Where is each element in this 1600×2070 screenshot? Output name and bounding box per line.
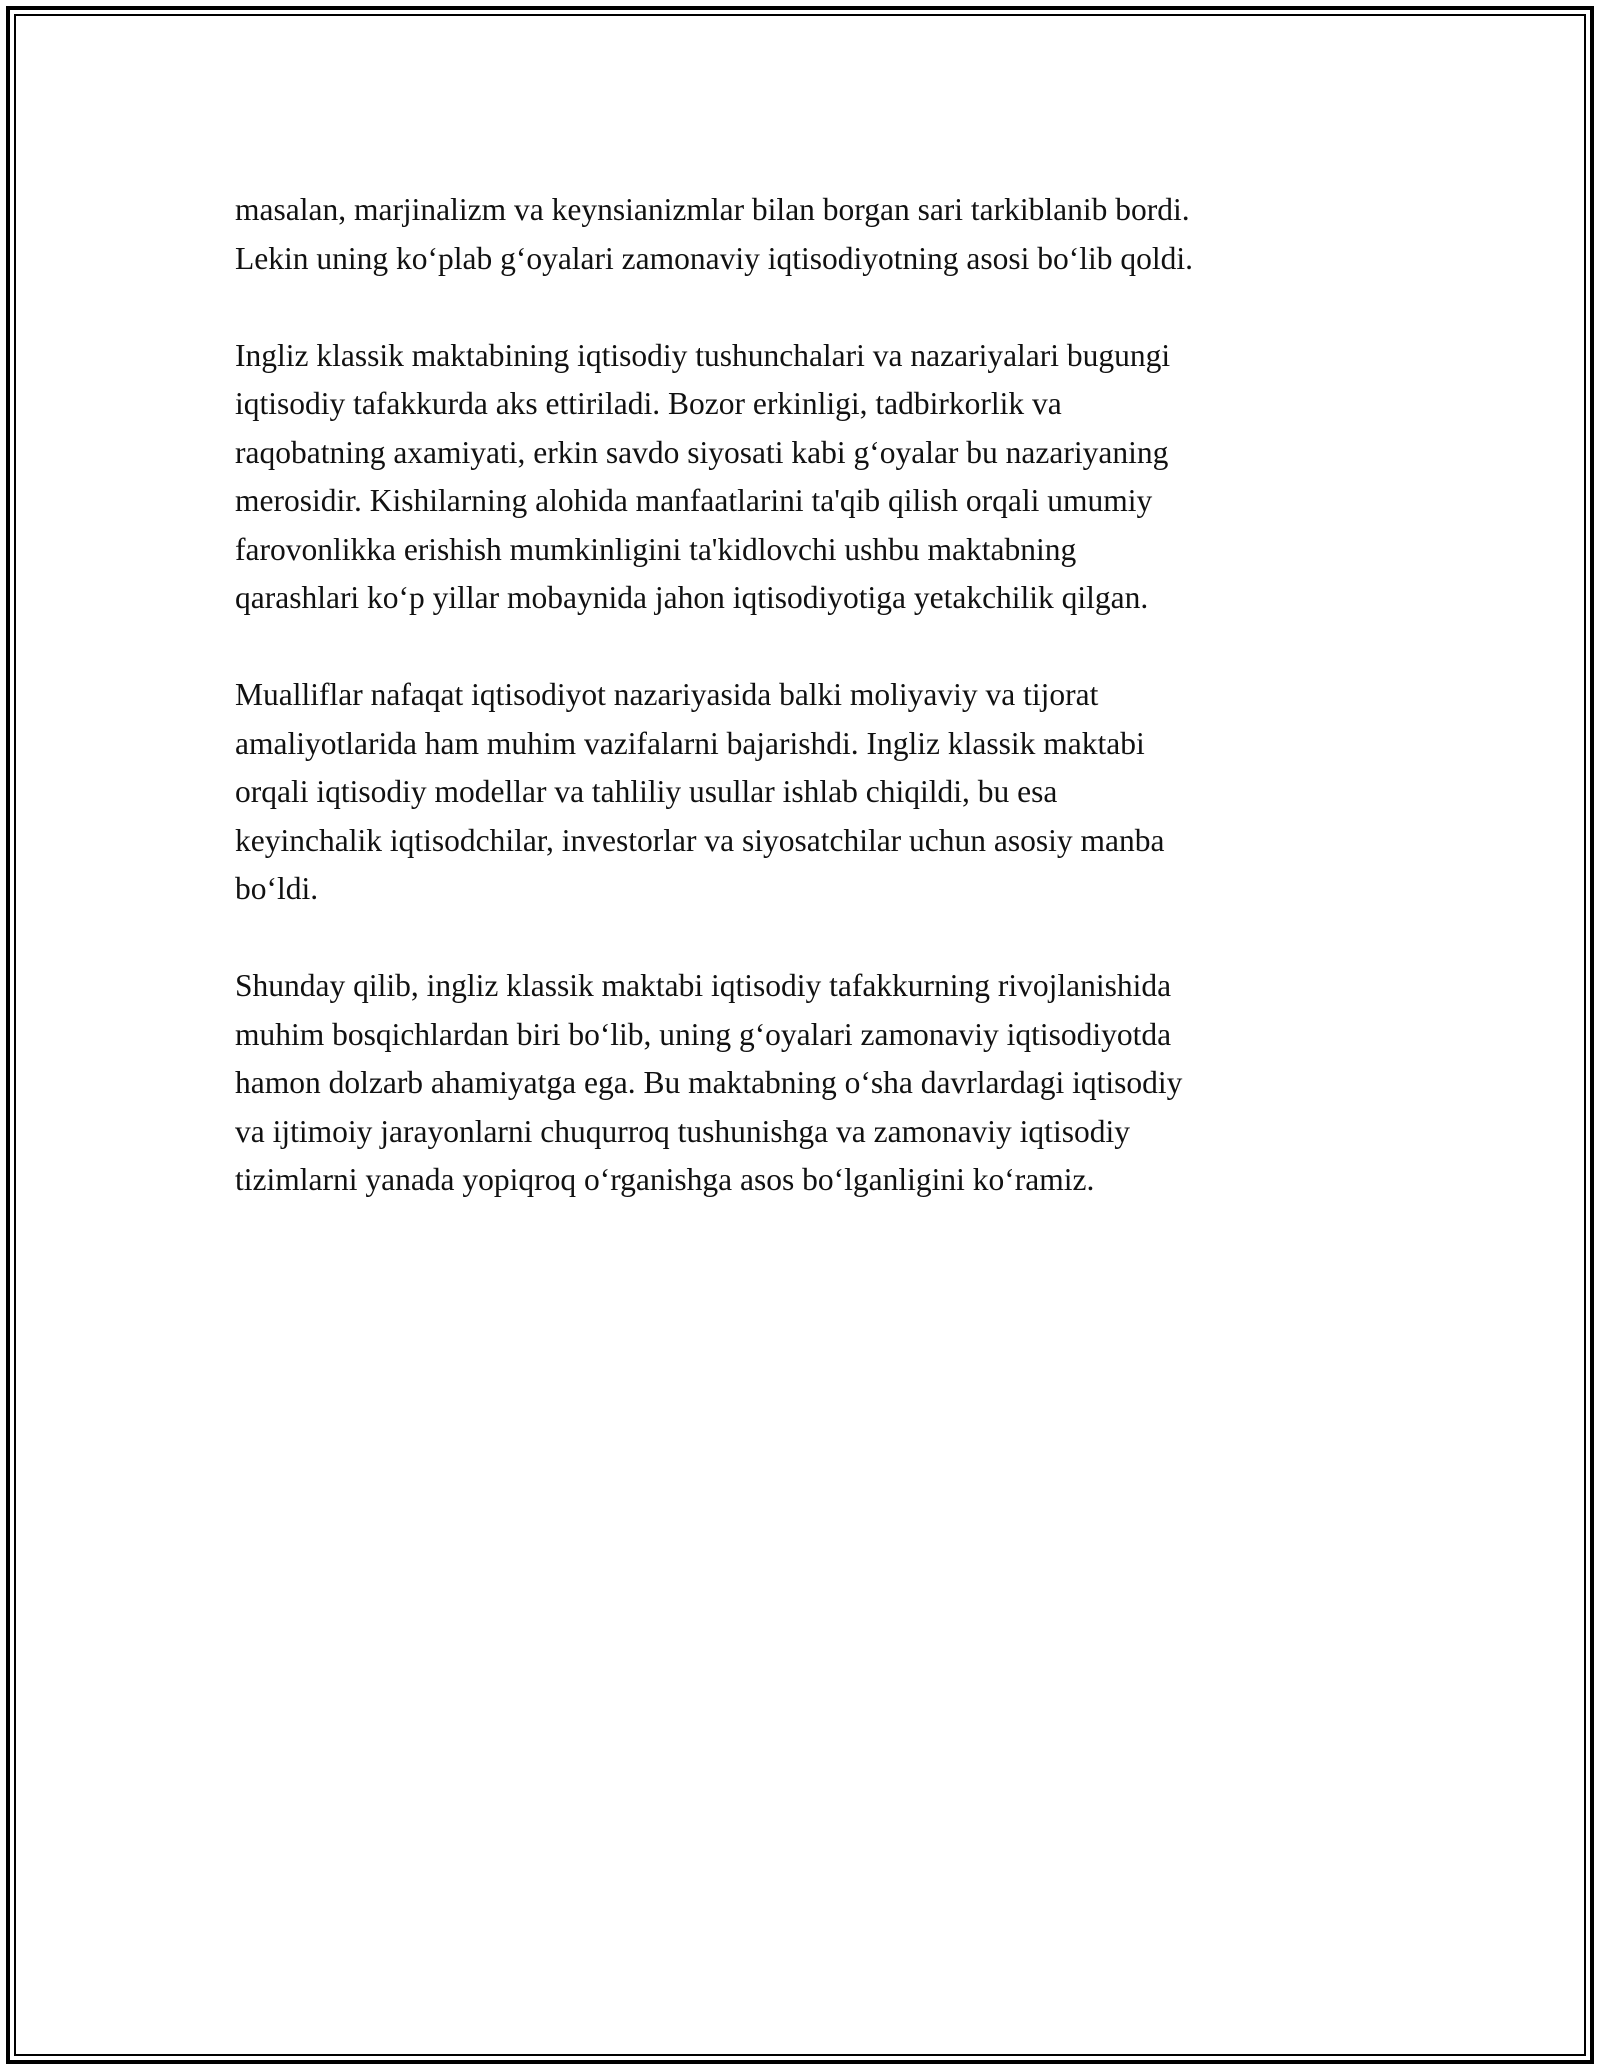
- text-line: keyinchalik iqtisodchilar, investorlar va siyosatchilar uchun asosiy manba: [235, 822, 1165, 858]
- text-line: tizimlarni yanada yopiqroq o‘rganishga asos bo‘lganligini ko‘ramiz.: [235, 1162, 1095, 1197]
- paragraph-1: [235, 186, 1365, 283]
- text-line: Lekin uning ko‘plab g‘oyalari zamonaviy iqtisodiyotning asosi bo‘lib qoldi.: [235, 240, 1193, 276]
- text-line: hamon dolzarb ahamiyatga ega. Bu maktabning o‘sha davrlardagi iqtisodiy: [235, 1065, 1183, 1100]
- text-line: merosidir. Kishilarning alohida manfaatlarini ta'qib qilish orqali umumiy: [235, 483, 1153, 518]
- paragraph-3: [235, 671, 1365, 914]
- text-line: orqali iqtisodiy modellar va tahliliy usullar ishlab chiqildi, bu esa: [235, 774, 1058, 809]
- paragraph-4: [235, 962, 1365, 1205]
- document-body: [235, 186, 1365, 1253]
- text-line: muhim bosqichlardan biri bo‘lib, uning g‘oyalari zamonaviy iqtisodiyotda: [235, 1016, 1172, 1052]
- text-line: bo‘ldi.: [235, 871, 319, 906]
- text-line: Mualliflar nafaqat iqtisodiyot nazariyasida balki moliyaviy va tijorat: [235, 677, 1099, 712]
- text-line: Shunday qilib, ingliz klassik maktabi iqtisodiy tafakkurning rivojlanishida: [235, 968, 1172, 1003]
- text-line: farovonlikka erishish mumkinligini ta'kidlovchi ushbu maktabning: [235, 531, 1077, 567]
- text-line: masalan, marjinalizm va keynsianizmlar bilan borgan sari tarkiblanib bordi.: [235, 192, 1190, 227]
- text-line: raqobatning axamiyati, erkin savdo siyosati kabi g‘oyalar bu nazariyaning: [235, 434, 1169, 470]
- text-line: qarashlari ko‘p yillar mobaynida jahon iqtisodiyotiga yetakchilik qilgan.: [235, 580, 1149, 615]
- text-line: Ingliz klassik maktabining iqtisodiy tushunchalari va nazariyalari bugungi: [235, 337, 1171, 373]
- text-line: amaliyotlarida ham muhim vazifalarni bajarishdi. Ingliz klassik maktabi: [235, 725, 1145, 761]
- text-line: va ijtimoiy jarayonlarni chuqurroq tushunishga va zamonaviy iqtisodiy: [235, 1113, 1130, 1149]
- text-line: iqtisodiy tafakkurda aks ettiriladi. Bozor erkinligi, tadbirkorlik va: [235, 386, 1062, 421]
- paragraph-2: [235, 332, 1365, 623]
